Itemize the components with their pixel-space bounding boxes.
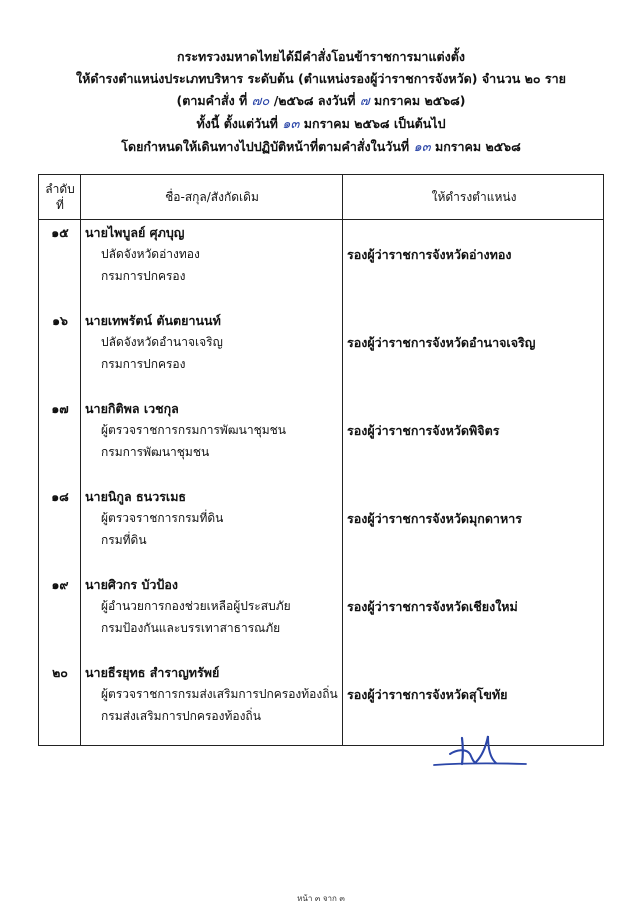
travel-day: ๑๓ <box>413 140 431 155</box>
header-line-1: กระทรวงมหาดไทยได้มีคำสั่งโอนข้าราชการมาแต่งตั้ง <box>177 49 465 64</box>
travel-prefix: โดยกำหนดให้เดินทางไปปฏิบัติหน้าที่ตามคำสั่งในวันที่ <box>121 139 410 154</box>
new-position: รองผู้ว่าราชการจังหวัดอ่างทอง <box>347 247 512 262</box>
old-position: ปลัดจังหวัดอำนาจเจริญ <box>101 335 223 349</box>
old-department: กรมส่งเสริมการปกครองท้องถิ่น <box>101 709 261 723</box>
header-number <box>39 175 81 219</box>
old-position: ผู้ตรวจราชการกรมส่งเสริมการปกครองท้องถิ่น <box>101 687 338 701</box>
old-department: กรมที่ดิน <box>101 533 147 547</box>
old-department: กรมป้องกันและบรรเทาสาธารณภัย <box>101 621 281 635</box>
header-number-line-2: ที่ <box>56 198 64 212</box>
header-line-5 <box>0 136 642 159</box>
person-name: นายไพบูลย์ ศุภบุญ <box>85 225 185 240</box>
order-month-year: มกราคม ๒๕๖๘) <box>374 93 466 108</box>
header-divider <box>39 219 603 220</box>
page-number: หน้า ๓ จาก ๓ <box>297 894 345 903</box>
row-number: ๑๕ <box>51 225 69 240</box>
order-year-date: /๒๕๖๘ ลงวันที่ <box>273 93 356 108</box>
table-row <box>39 485 605 573</box>
old-position: ปลัดจังหวัดอ่างทอง <box>101 247 200 261</box>
new-position: รองผู้ว่าราชการจังหวัดอำนาจเจริญ <box>347 335 536 350</box>
person-name: นายศิวกร บัวป้อง <box>85 577 178 592</box>
old-position: ผู้อำนวยการกองช่วยเหลือผู้ประสบภัย <box>101 599 291 613</box>
new-position: รองผู้ว่าราชการจังหวัดมุกดาหาร <box>347 511 522 526</box>
new-position: รองผู้ว่าราชการจังหวัดสุโขทัย <box>347 687 508 702</box>
travel-suffix: มกราคม ๒๕๖๘ <box>434 139 521 154</box>
person-name: นายนิกูล ธนวรเมธ <box>85 489 187 504</box>
row-number: ๒๐ <box>52 665 68 680</box>
person-name: นายเทพรัตน์ ตันตยานนท์ <box>85 313 221 328</box>
header-position: ให้ดำรงตำแหน่ง <box>431 190 517 204</box>
table-row <box>39 397 605 485</box>
order-day: ๗ <box>359 94 370 109</box>
header-name: ชื่อ-สกุล/สังกัดเดิม <box>165 190 259 204</box>
header-number-line-1: ลำดับ <box>45 182 75 196</box>
effective-suffix: มกราคม ๒๕๖๘ เป็นต้นไป <box>303 116 446 131</box>
row-number: ๑๗ <box>51 401 69 416</box>
old-position: ผู้ตรวจราชการกรมที่ดิน <box>101 511 224 525</box>
signature <box>432 732 528 774</box>
new-position: รองผู้ว่าราชการจังหวัดเชียงใหม่ <box>347 599 518 614</box>
header-line-3 <box>0 90 642 113</box>
table-row <box>39 221 605 309</box>
header-line-4 <box>0 113 642 136</box>
row-number: ๑๖ <box>52 313 68 328</box>
effective-prefix: ทั้งนี้ ตั้งแต่วันที่ <box>196 116 278 131</box>
header-line-2: ให้ดำรงตำแหน่งประเภทบริหาร ระดับต้น (ตำแหน่งรองผู้ว่าราชการจังหวัด) จำนวน ๒๐ ราย <box>76 71 566 86</box>
appointment-table <box>38 174 604 746</box>
old-department: กรมการปกครอง <box>101 357 186 371</box>
person-name: นายธีรยุทธ สำราญทรัพย์ <box>85 665 220 680</box>
old-department: กรมการปกครอง <box>101 269 186 283</box>
table-row <box>39 309 605 397</box>
table-row <box>39 573 605 661</box>
new-position: รองผู้ว่าราชการจังหวัดพิจิตร <box>347 423 500 438</box>
person-name: นายกิติพล เวชกุล <box>85 401 179 416</box>
order-prefix: (ตามคำสั่ง ที่ <box>176 93 248 108</box>
row-number: ๑๙ <box>51 577 69 592</box>
old-department: กรมการพัฒนาชุมชน <box>101 445 210 459</box>
effective-day: ๑๓ <box>282 117 300 132</box>
row-number: ๑๘ <box>51 489 69 504</box>
document-header <box>0 46 642 159</box>
order-number: ๗๐ <box>251 94 270 109</box>
old-position: ผู้ตรวจราชการกรมการพัฒนาชุมชน <box>101 423 286 437</box>
